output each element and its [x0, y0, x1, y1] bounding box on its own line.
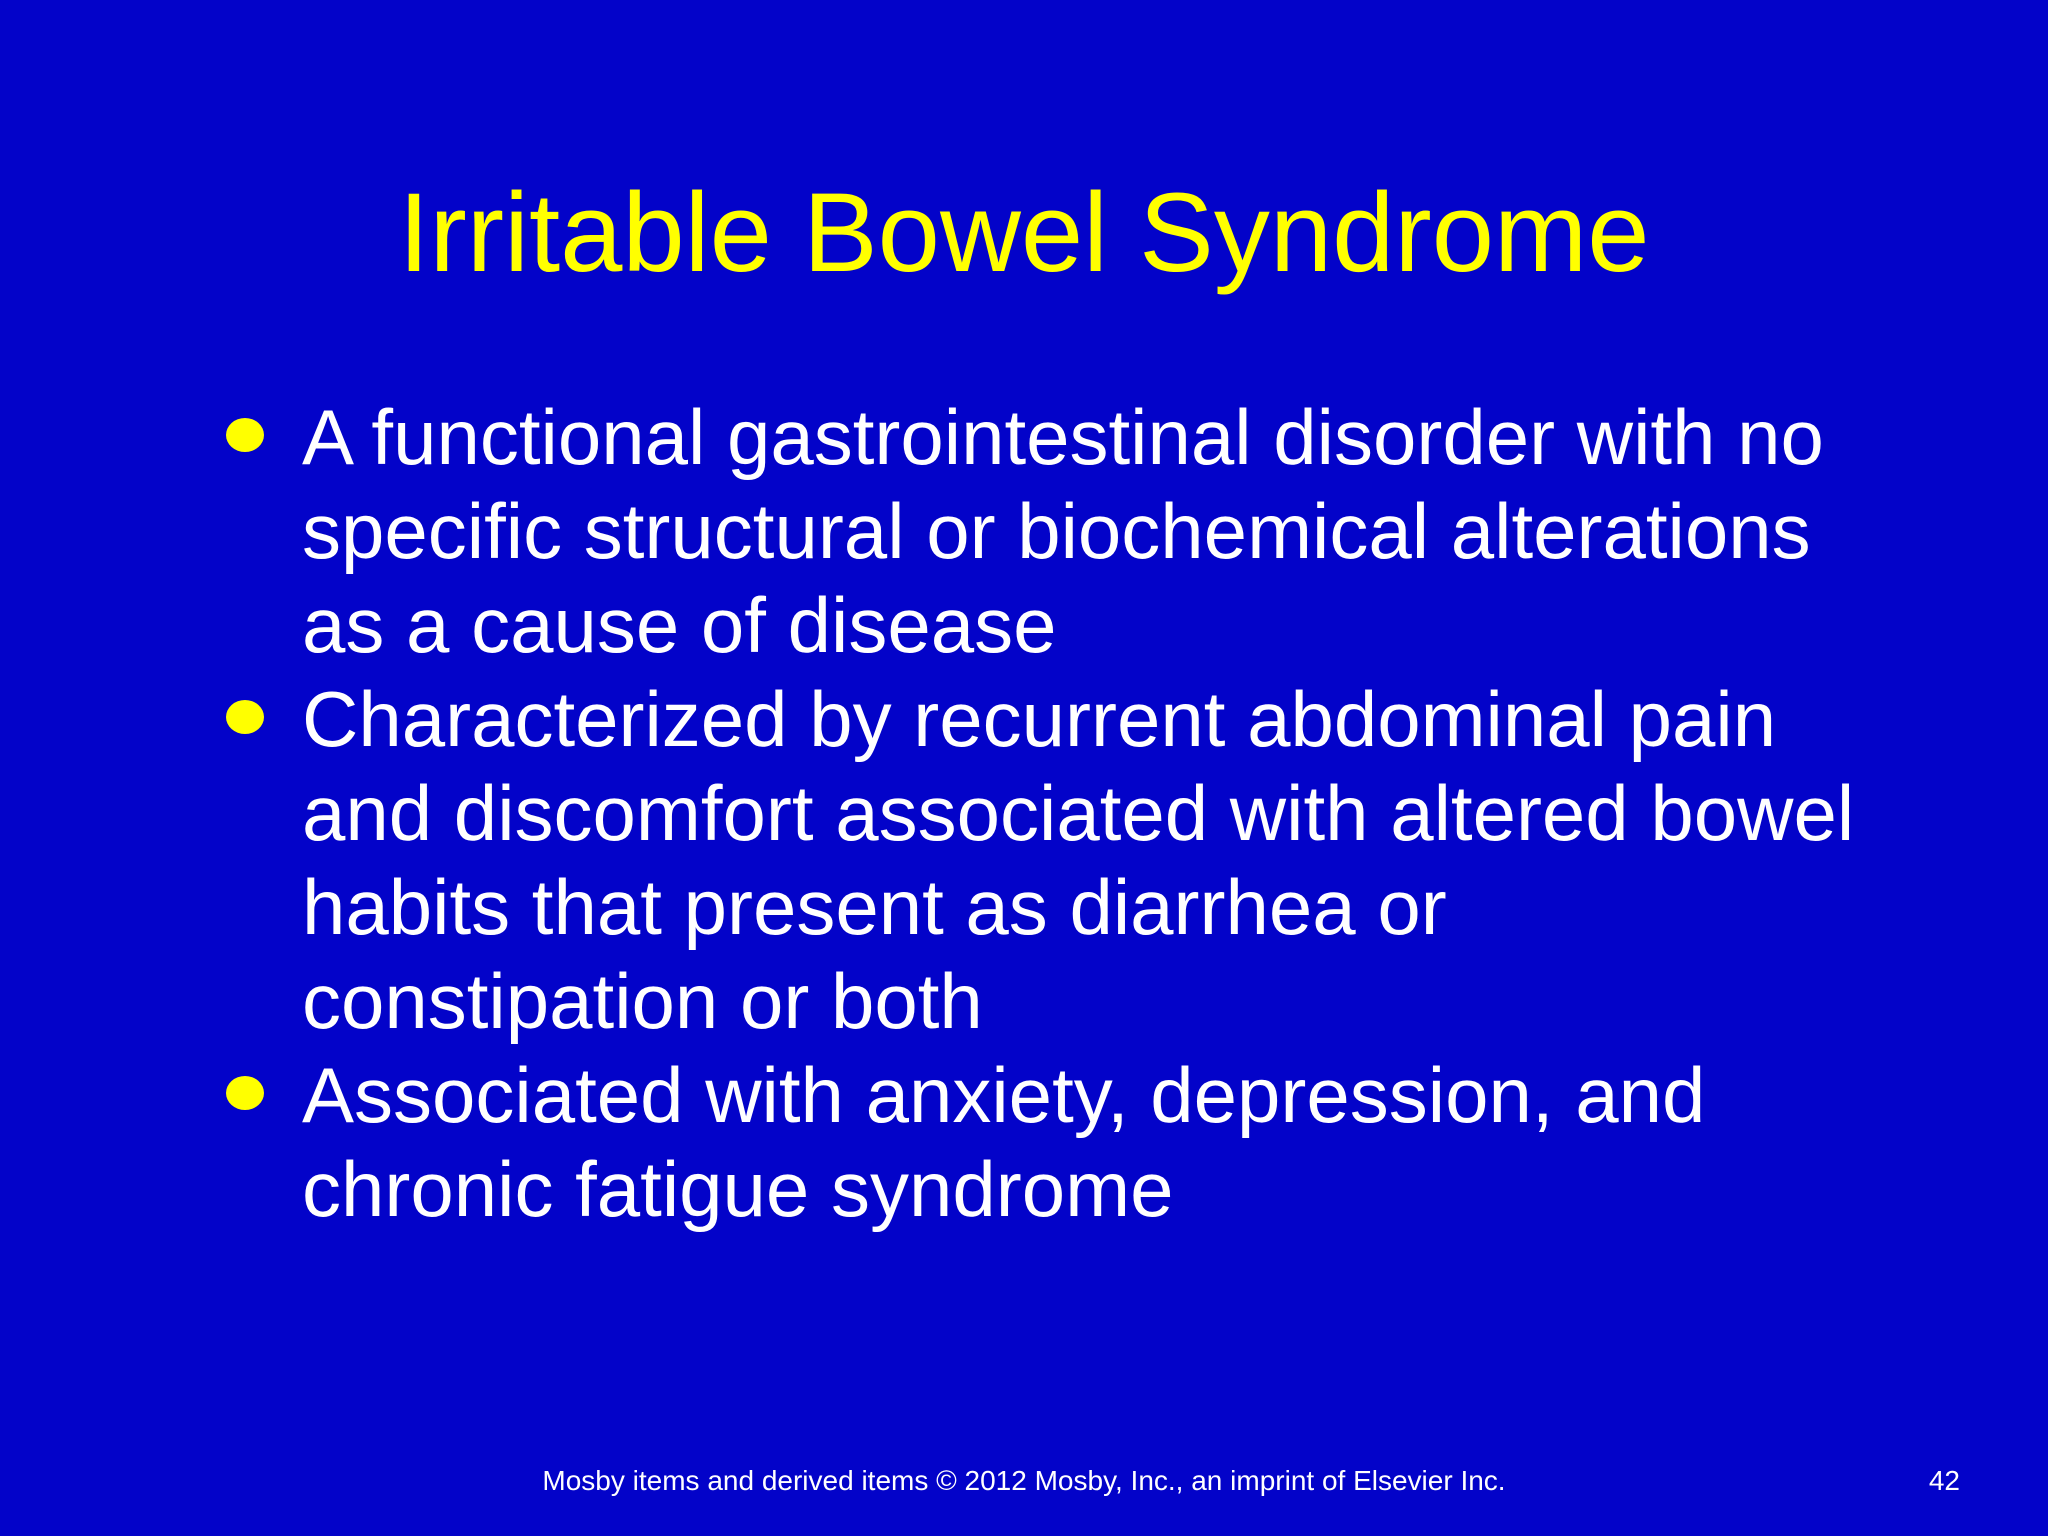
bullet-text: Characterized by recurrent abdominal pain and discomfort associated with altered bowel habits that present as diarrhea or constipation or both [302, 675, 1855, 1045]
bullet-item [220, 390, 1860, 672]
bullet-item [220, 1048, 1860, 1236]
bullet-dot-icon [226, 418, 264, 452]
bullet-dot-icon [226, 1076, 264, 1110]
bullet-list [220, 390, 1860, 1236]
bullet-text: Associated with anxiety, depression, and chronic fatigue syndrome [302, 1051, 1706, 1233]
bullet-text: A functional gastrointestinal disorder with no specific structural or biochemical alterations as a cause of disease [302, 393, 1824, 669]
bullet-item [220, 672, 1860, 1048]
page-number: 42 [1928, 1465, 1960, 1496]
copyright-footer: Mosby items and derived items © 2012 Mosby, Inc., an imprint of Elsevier Inc. [542, 1465, 1506, 1496]
bullet-dot-icon [226, 700, 264, 734]
slide-title: Irritable Bowel Syndrome [398, 170, 1650, 295]
